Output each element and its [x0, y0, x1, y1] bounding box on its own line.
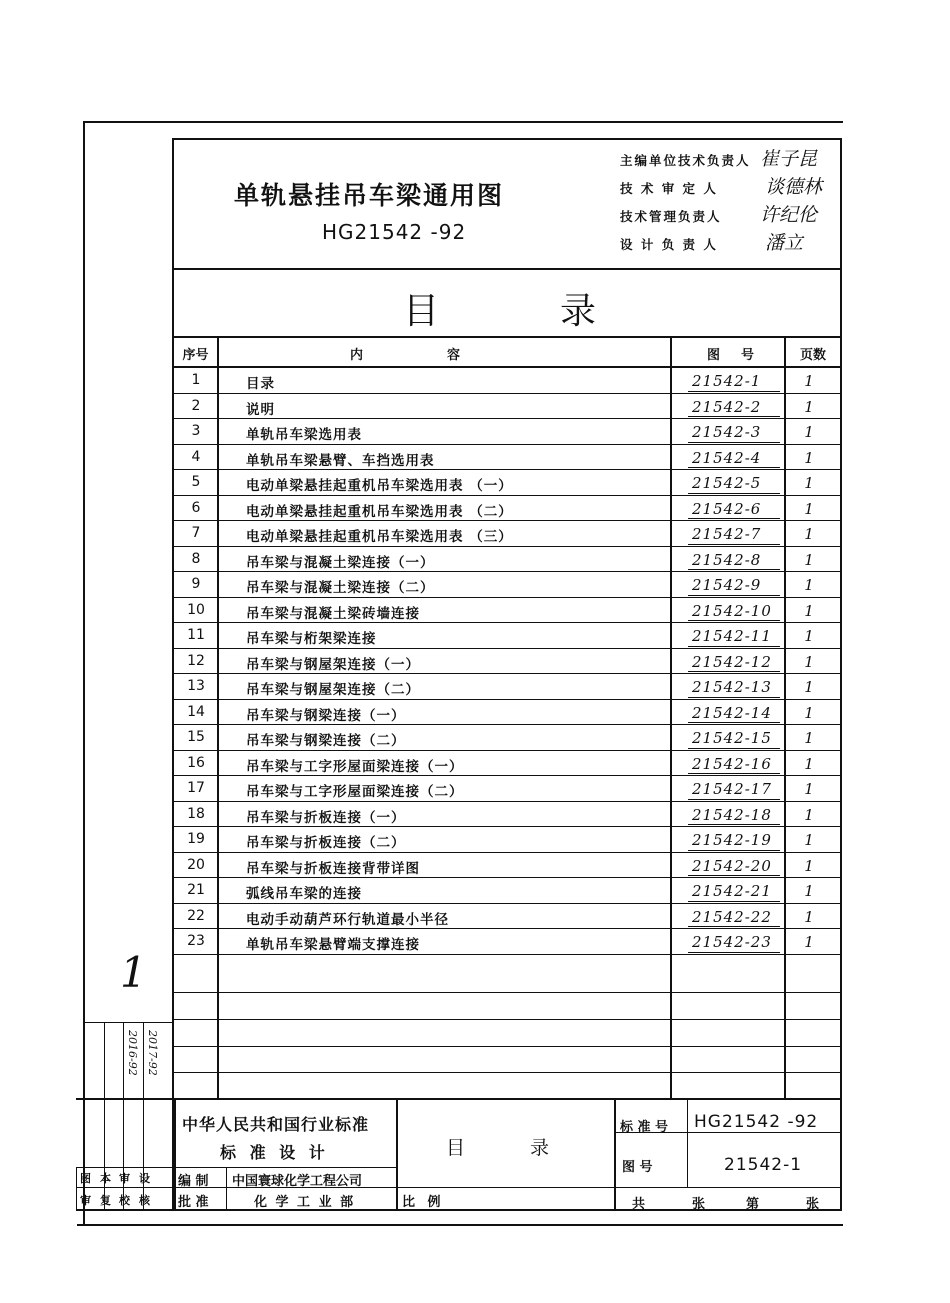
drawing-number-underline — [688, 493, 780, 494]
row-drawing-number: 21542-7 — [692, 525, 762, 543]
row-content: 吊车梁与钢屋架连接（一） — [246, 656, 420, 673]
std-no-value: HG21542 -92 — [694, 1112, 819, 1132]
signature-role: 技 术 审 定 人 — [620, 181, 718, 196]
row-pages: 1 — [804, 550, 814, 569]
row-number: 12 — [187, 652, 205, 669]
row-pages: 1 — [804, 448, 814, 467]
signature-role: 主编单位技术负责人 — [620, 153, 751, 168]
table-row — [174, 521, 840, 547]
row-pages: 1 — [804, 856, 814, 875]
row-number: 18 — [187, 805, 205, 822]
row-content: 单轨吊车梁悬臂、车挡选用表 — [246, 452, 435, 469]
drawing-number-underline — [688, 391, 780, 392]
row-drawing-number: 21542-5 — [692, 474, 762, 492]
drawing-number-underline — [688, 952, 780, 953]
section-title-left: 目 — [403, 291, 440, 332]
row-content: 吊车梁与钢梁连接（二） — [246, 733, 406, 749]
title-block-mid — [76, 1167, 396, 1168]
signature-name: 潘立 — [765, 232, 804, 254]
table-row — [174, 547, 840, 573]
row-drawing-number: 21542-4 — [692, 448, 762, 467]
signature-block — [620, 150, 835, 262]
table-row — [174, 496, 840, 522]
row-pages: 1 — [804, 627, 814, 645]
signature-row — [620, 234, 835, 262]
row-number: 16 — [187, 754, 205, 771]
row-number: 4 — [191, 448, 201, 465]
row-content: 吊车梁与钢梁连接（一） — [246, 707, 406, 724]
row-drawing-number: 21542-10 — [692, 601, 772, 620]
drawing-number-underline — [688, 467, 780, 468]
row-pages: 1 — [804, 652, 814, 671]
row-drawing-number: 21542-11 — [692, 627, 772, 645]
row-number: 23 — [187, 933, 205, 949]
row-pages: 1 — [804, 499, 814, 518]
sheets-label: 张 — [692, 1197, 706, 1212]
row-content: 电动单梁悬挂起重机吊车梁选用表 （二） — [246, 503, 513, 520]
drawing-number-underline — [688, 875, 780, 876]
row-number: 5 — [191, 474, 201, 490]
row-pages: 1 — [804, 576, 814, 594]
drawing-number-underline — [688, 518, 780, 519]
table-row — [174, 853, 840, 879]
empty-row-line — [174, 1019, 840, 1020]
row-content: 电动手动葫芦环行轨道最小半径 — [246, 911, 449, 928]
row-content: 吊车梁与混凝土梁连接（二） — [246, 580, 435, 596]
row-drawing-number: 21542-8 — [692, 550, 762, 569]
table-row — [174, 751, 840, 777]
row-pages: 1 — [804, 754, 814, 773]
title-block-scale-line — [396, 1187, 614, 1188]
row-content: 电动单梁悬挂起重机吊车梁选用表 （三） — [246, 529, 513, 545]
row-divider — [174, 954, 840, 955]
standard-line2: 标 准 设 计 — [220, 1143, 329, 1162]
title-block-div2 — [396, 1098, 398, 1210]
drawing-number-underline — [688, 595, 780, 596]
title-block-div4 — [687, 1098, 688, 1187]
signature-role: 设 计 负 责 人 — [620, 237, 718, 252]
drawing-number-underline — [688, 544, 780, 545]
empty-row-line — [174, 1046, 840, 1047]
title-block-div3 — [614, 1098, 616, 1210]
outer-frame-bottom — [77, 1224, 843, 1226]
doc-title-right: 录 — [530, 1137, 550, 1159]
row-pages: 1 — [804, 703, 814, 722]
header-drawing-left: 图 — [707, 348, 721, 363]
drawing-number-underline — [688, 773, 780, 774]
row-number: 7 — [191, 525, 201, 541]
drawing-number-underline — [688, 416, 780, 417]
row-content: 吊车梁与混凝土梁砖墙连接 — [246, 605, 420, 622]
row-pages: 1 — [804, 805, 814, 824]
drawing-set-code: HG21542 -92 — [322, 220, 467, 244]
page-sheets-label: 张 — [806, 1197, 820, 1212]
row-drawing-number: 21542-18 — [692, 805, 772, 824]
row-content: 吊车梁与工字形屋面梁连接（一） — [246, 758, 464, 775]
signature-name: 谈德林 — [765, 176, 823, 198]
row-pages: 1 — [804, 423, 814, 441]
compiled-label: 编 制 — [178, 1174, 209, 1189]
drawing-number-underline — [688, 442, 780, 443]
row-number: 13 — [187, 678, 205, 694]
table-row — [174, 470, 840, 496]
table-row — [174, 445, 840, 471]
drawing-no-label: 图 号 — [622, 1160, 653, 1175]
row-pages: 1 — [804, 933, 814, 951]
row-content: 说明 — [246, 401, 275, 418]
table-row — [174, 776, 840, 802]
section-title-right: 录 — [560, 291, 597, 332]
approval-cell: 图 — [80, 1172, 91, 1185]
drawing-number-underline — [688, 722, 780, 723]
row-number: 9 — [191, 576, 201, 592]
table-row — [174, 725, 840, 751]
row-drawing-number: 21542-2 — [692, 397, 762, 416]
std-no-label: 标 准 号 — [620, 1120, 669, 1135]
approved-label: 批 准 — [178, 1195, 209, 1210]
table-row — [174, 700, 840, 726]
outer-frame-left — [83, 121, 85, 1226]
row-content: 电动单梁悬挂起重机吊车梁选用表 （一） — [246, 478, 513, 494]
row-number: 19 — [187, 831, 205, 847]
row-drawing-number: 21542-12 — [692, 652, 772, 671]
row-content: 吊车梁与折板连接背带详图 — [246, 860, 420, 877]
row-drawing-number: 21542-23 — [692, 933, 772, 951]
row-drawing-number: 21542-1 — [692, 372, 762, 390]
row-drawing-number: 21542-14 — [692, 703, 772, 722]
drawing-number-underline — [688, 620, 780, 621]
title-block-top — [76, 1098, 842, 1100]
header-content-left: 内 — [350, 348, 364, 363]
drawing-number-underline — [688, 901, 780, 902]
table-row — [174, 598, 840, 624]
row-number: 10 — [187, 601, 205, 618]
row-pages: 1 — [804, 729, 814, 747]
row-content: 弧线吊车梁的连接 — [246, 886, 362, 902]
row-content: 吊车梁与钢屋架连接（二） — [246, 682, 420, 698]
row-number: 21 — [187, 882, 205, 898]
row-pages: 1 — [804, 678, 814, 696]
table-row — [174, 394, 840, 420]
table-row — [174, 368, 840, 394]
row-number: 20 — [187, 856, 205, 873]
approval-cell: 复 — [100, 1194, 111, 1207]
row-number: 2 — [191, 397, 201, 414]
drawing-number-underline — [688, 671, 780, 672]
inner-frame-right — [840, 138, 842, 1211]
row-number: 11 — [187, 627, 205, 643]
row-content: 单轨吊车梁选用表 — [246, 427, 362, 443]
doc-title-left: 目 — [446, 1137, 466, 1159]
title-block-right-low — [614, 1187, 842, 1188]
table-row — [174, 674, 840, 700]
scale-label: 比 例 — [402, 1195, 445, 1210]
title-block-div6 — [76, 1167, 77, 1210]
standard-line1: 中华人民共和国行业标准 — [182, 1115, 370, 1134]
row-number: 15 — [187, 729, 205, 745]
row-content: 吊车梁与折板连接（一） — [246, 809, 406, 826]
approval-cell: 审 — [80, 1194, 91, 1207]
table-row — [174, 904, 840, 930]
row-number: 22 — [187, 907, 205, 924]
row-pages: 1 — [804, 831, 814, 849]
row-content: 吊车梁与桁架梁连接 — [246, 631, 377, 647]
row-number: 3 — [191, 423, 201, 439]
drawing-number-underline — [688, 926, 780, 927]
row-pages: 1 — [804, 882, 814, 900]
row-content: 目录 — [246, 376, 275, 392]
table-row — [174, 802, 840, 828]
table-row — [174, 623, 840, 649]
row-number: 1 — [191, 372, 201, 388]
row-drawing-number: 21542-19 — [692, 831, 772, 849]
row-drawing-number: 21542-22 — [692, 907, 772, 926]
row-drawing-number: 21542-21 — [692, 882, 772, 900]
row-number: 8 — [191, 550, 201, 567]
row-pages: 1 — [804, 601, 814, 620]
row-content: 吊车梁与混凝土梁连接（一） — [246, 554, 435, 571]
section-title-divider — [172, 336, 842, 338]
drawing-no-value: 21542-1 — [724, 1155, 803, 1175]
table-row — [174, 572, 840, 598]
table-row — [174, 649, 840, 675]
drawing-number-underline — [688, 824, 780, 825]
row-content: 单轨吊车梁悬臂端支撑连接 — [246, 937, 420, 953]
signature-role: 技术管理负责人 — [620, 209, 722, 224]
row-pages: 1 — [804, 474, 814, 492]
row-drawing-number: 21542-13 — [692, 678, 772, 696]
total-label: 共 — [632, 1197, 646, 1212]
drawing-number-underline — [688, 646, 780, 647]
row-number: 6 — [191, 499, 201, 516]
table-row — [174, 929, 840, 955]
row-drawing-number: 21542-9 — [692, 576, 762, 594]
header-content-right: 容 — [447, 348, 461, 363]
approval-cell: 审 — [119, 1172, 130, 1185]
row-pages: 1 — [804, 907, 814, 926]
row-drawing-number: 21542-16 — [692, 754, 772, 773]
row-drawing-number: 21542-20 — [692, 856, 772, 875]
title-block-div5 — [226, 1167, 227, 1210]
header-pages: 页数 — [799, 348, 826, 363]
row-pages: 1 — [804, 397, 814, 416]
drawing-number-underline — [688, 799, 780, 800]
row-content: 吊车梁与工字形屋面梁连接（二） — [246, 784, 464, 800]
drawing-number-underline — [688, 748, 780, 749]
table-row — [174, 878, 840, 904]
header-drawing-right: 号 — [741, 348, 755, 363]
approval-cell: 本 — [100, 1172, 111, 1185]
row-drawing-number: 21542-15 — [692, 729, 772, 747]
inner-frame-top — [172, 138, 842, 140]
approval-cell: 核 — [139, 1194, 150, 1207]
empty-row-line — [174, 992, 840, 993]
row-pages: 1 — [804, 780, 814, 798]
title-block-div1 — [174, 1098, 176, 1210]
row-number: 14 — [187, 703, 205, 720]
row-drawing-number: 21542-17 — [692, 780, 772, 798]
row-number: 17 — [187, 780, 205, 796]
margin-mark: 1 — [120, 948, 147, 997]
header-no: 序号 — [182, 348, 209, 363]
page-label: 第 — [746, 1197, 760, 1212]
signature-name: 许纪伦 — [760, 204, 818, 226]
row-content: 吊车梁与折板连接（二） — [246, 835, 406, 851]
drawing-set-title: 单轨悬挂吊车梁通用图 — [234, 181, 505, 210]
outer-frame-top — [83, 121, 843, 123]
compiled-value: 中国寰球化学工程公司 — [232, 1174, 363, 1189]
signature-name: 崔子昆 — [760, 148, 818, 170]
table-row — [174, 827, 840, 853]
row-pages: 1 — [804, 525, 814, 543]
drawing-number-underline — [688, 697, 780, 698]
approval-cell: 设 — [139, 1172, 150, 1185]
table-row — [174, 419, 840, 445]
row-drawing-number: 21542-3 — [692, 423, 762, 441]
drawing-number-underline — [688, 850, 780, 851]
row-pages: 1 — [804, 372, 814, 390]
empty-row-line — [174, 1072, 840, 1073]
approved-value: 化 学 工 业 部 — [254, 1195, 356, 1210]
row-drawing-number: 21542-6 — [692, 499, 762, 518]
side-date-2: 2017-92 — [146, 1030, 159, 1076]
header-divider — [172, 268, 842, 270]
approval-cell: 校 — [119, 1194, 130, 1207]
side-strip-top — [83, 1022, 173, 1023]
side-date-1: 2016-92 — [126, 1030, 139, 1076]
drawing-number-underline — [688, 569, 780, 570]
